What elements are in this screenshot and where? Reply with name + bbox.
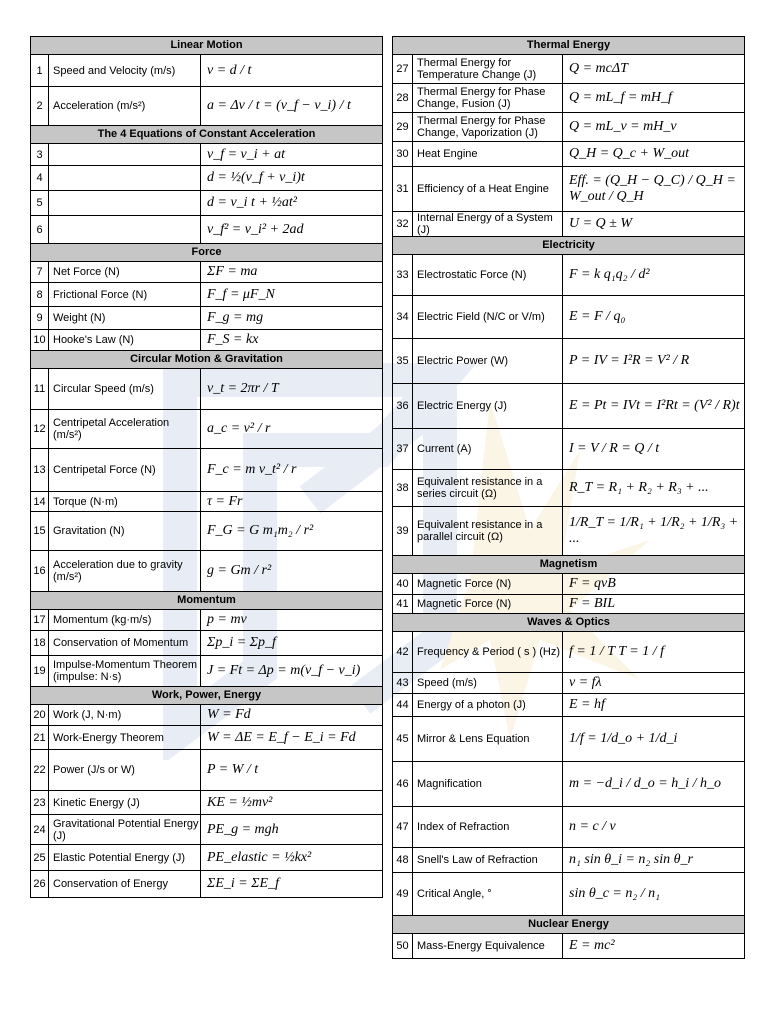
formula-name: Mass-Energy Equivalence [413,934,563,958]
formula-row [393,632,745,673]
formula-number: 6 [31,216,49,243]
formula-equation: W = ΔE = E_f − E_i = Fd [201,726,383,749]
formula-number: 46 [393,762,413,806]
formula-row [393,848,745,873]
formula-row [31,512,383,551]
formula-equation: E = Pt = IVt = I²Rt = (V² / R)t [563,384,745,428]
formula-row [393,673,745,694]
section-header: Thermal Energy [393,37,745,55]
formula-equation: v = d / t [201,55,383,86]
formula-number: 15 [31,512,49,550]
formula-equation: v_t = 2πr / T [201,369,383,409]
formula-equation: n₁ sin θ_i = n₂ sin θ_r [563,848,745,872]
formula-equation: f = 1 / T T = 1 / f [563,632,745,672]
formula-number: 50 [393,934,413,958]
formula-row [31,87,383,126]
formula-number: 34 [393,296,413,338]
formula-name: Thermal Energy for Phase Change, Fusion (J) [413,84,563,112]
formula-number: 43 [393,673,413,693]
formula-equation: P = W / t [201,750,383,790]
formula-equation: v_f = v_i + at [201,144,383,165]
formula-row [393,807,745,848]
section-header: Circular Motion & Gravitation [31,351,383,369]
formula-number: 13 [31,449,49,491]
formula-name: Thermal Energy for Temperature Change (J) [413,55,563,83]
formula-equation: F_f = μF_N [201,283,383,306]
formula-name: Snell's Law of Refraction [413,848,563,872]
formula-row [31,283,383,307]
formula-row [31,656,383,687]
formula-number: 14 [31,492,49,511]
formula-equation: Q_H = Q_c + W_out [563,142,745,166]
formula-number: 33 [393,255,413,295]
formula-number: 37 [393,429,413,469]
formula-name: Hooke's Law (N) [49,330,201,350]
right-column [392,36,745,959]
formula-name: Thermal Energy for Phase Change, Vaporization (J) [413,113,563,141]
formula-name: Efficiency of a Heat Engine [413,167,563,211]
formula-number: 21 [31,726,49,749]
section-header: Waves & Optics [393,614,745,632]
formula-name: Acceleration (m/s²) [49,87,201,125]
formula-row [393,470,745,507]
formula-row [31,307,383,330]
formula-row [393,934,745,959]
formula-equation: U = Q ± W [563,212,745,236]
formula-row [31,330,383,351]
formula-number: 25 [31,845,49,870]
section-header: Momentum [31,592,383,610]
formula-name: Acceleration due to gravity (m/s²) [49,551,201,591]
formula-name: Magnetic Force (N) [413,574,563,594]
formula-number: 24 [31,815,49,844]
formula-name: Frictional Force (N) [49,283,201,306]
formula-equation: F_G = G m₁m₂ / r² [201,512,383,550]
formula-number: 8 [31,283,49,306]
formula-row [31,551,383,592]
formula-equation: n = c / v [563,807,745,847]
formula-name: Current (A) [413,429,563,469]
formula-number: 39 [393,507,413,555]
formula-number: 38 [393,470,413,506]
formula-name: Equivalent resistance in a parallel circuit (Ω) [413,507,563,555]
formula-name: Momentum (kg·m/s) [49,610,201,630]
formula-row [393,255,745,296]
formula-name: Conservation of Momentum [49,631,201,655]
formula-equation: KE = ½mv² [201,791,383,814]
formula-row [31,631,383,656]
formula-row [31,845,383,871]
formula-row [31,449,383,492]
section-header: Work, Power, Energy [31,687,383,705]
section-header: Force [31,244,383,262]
formula-row [31,216,383,244]
formula-row [393,142,745,167]
section-header: The 4 Equations of Constant Acceleration [31,126,383,144]
formula-row [31,871,383,898]
formula-number: 20 [31,705,49,725]
formula-row [31,750,383,791]
formula-name: Equivalent resistance in a series circuit (Ω) [413,470,563,506]
formula-number: 2 [31,87,49,125]
formula-equation: F_g = mg [201,307,383,329]
formula-equation: F = k q₁q₂ / d² [563,255,745,295]
formula-row [31,55,383,87]
formula-number: 49 [393,873,413,915]
formula-equation: g = Gm / r² [201,551,383,591]
formula-equation: τ = Fr [201,492,383,511]
formula-equation: F = qvB [563,574,745,594]
formula-name [49,216,201,243]
formula-row [393,595,745,614]
formula-number: 31 [393,167,413,211]
formula-name: Magnification [413,762,563,806]
formula-name: Work-Energy Theorem [49,726,201,749]
formula-number: 45 [393,717,413,761]
formula-equation: PE_g = mgh [201,815,383,844]
formula-name: Speed and Velocity (m/s) [49,55,201,86]
formula-equation: F_S = kx [201,330,383,350]
formula-name: Weight (N) [49,307,201,329]
formula-row [31,791,383,815]
formula-name: Centripetal Force (N) [49,449,201,491]
formula-row [393,296,745,339]
formula-row [31,166,383,191]
formula-equation: F_c = m v_t² / r [201,449,383,491]
formula-number: 27 [393,55,413,83]
formula-name: Critical Angle, ° [413,873,563,915]
formula-equation: Q = mL_f = mH_f [563,84,745,112]
formula-equation: R_T = R₁ + R₂ + R₃ + ... [563,470,745,506]
formula-number: 18 [31,631,49,655]
formula-equation: 1/f = 1/d_o + 1/d_i [563,717,745,761]
formula-row [393,873,745,916]
formula-number: 26 [31,871,49,897]
formula-row [393,167,745,212]
formula-name: Index of Refraction [413,807,563,847]
formula-name: Magnetic Force (N) [413,595,563,613]
formula-number: 48 [393,848,413,872]
formula-name: Gravitational Potential Energy (J) [49,815,201,844]
formula-number: 40 [393,574,413,594]
formula-number: 41 [393,595,413,613]
formula-row [31,144,383,166]
formula-row [393,339,745,384]
formula-name: Torque (N·m) [49,492,201,511]
formula-row [393,84,745,113]
formula-name [49,144,201,165]
formula-number: 22 [31,750,49,790]
formula-row [393,507,745,556]
formula-row [31,492,383,512]
formula-name: Heat Engine [413,142,563,166]
formula-equation: d = ½(v_f + v_i)t [201,166,383,190]
formula-equation: v = fλ [563,673,745,693]
formula-equation: v_f² = v_i² + 2ad [201,216,383,243]
formula-name: Conservation of Energy [49,871,201,897]
formula-equation: ΣF = ma [201,262,383,282]
formula-number: 29 [393,113,413,141]
formula-row [393,717,745,762]
formula-number: 11 [31,369,49,409]
formula-row [393,212,745,237]
formula-equation: P = IV = I²R = V² / R [563,339,745,383]
formula-name: Elastic Potential Energy (J) [49,845,201,870]
formula-row [31,191,383,216]
formula-row [393,762,745,807]
formula-name: Work (J, N·m) [49,705,201,725]
formula-name: Gravitation (N) [49,512,201,550]
formula-equation: E = mc² [563,934,745,958]
formula-name: Electric Power (W) [413,339,563,383]
left-column [30,36,383,898]
formula-equation: 1/R_T = 1/R₁ + 1/R₂ + 1/R₃ + ... [563,507,745,555]
formula-equation: ΣE_i = ΣE_f [201,871,383,897]
formula-row [31,262,383,283]
formula-number: 30 [393,142,413,166]
formula-number: 3 [31,144,49,165]
formula-equation: Eff. = (Q_H − Q_C) / Q_H = W_out / Q_H [563,167,745,211]
formula-equation: E = hf [563,694,745,716]
formula-number: 32 [393,212,413,236]
formula-name: Energy of a photon (J) [413,694,563,716]
formula-name: Net Force (N) [49,262,201,282]
formula-equation: PE_elastic = ½kx² [201,845,383,870]
formula-equation: a = Δv / t = (v_f − v_i) / t [201,87,383,125]
formula-row [393,574,745,595]
formula-equation: m = −d_i / d_o = h_i / h_o [563,762,745,806]
formula-number: 28 [393,84,413,112]
formula-equation: d = v_i t + ½at² [201,191,383,215]
formula-number: 9 [31,307,49,329]
formula-name: Power (J/s or W) [49,750,201,790]
formula-row [393,55,745,84]
formula-number: 23 [31,791,49,814]
formula-name: Impulse-Momentum Theorem (impulse: N·s) [49,656,201,686]
formula-row [31,410,383,449]
formula-number: 42 [393,632,413,672]
formula-name: Mirror & Lens Equation [413,717,563,761]
formula-name: Circular Speed (m/s) [49,369,201,409]
formula-row [393,384,745,429]
formula-name: Centripetal Acceleration (m/s²) [49,410,201,448]
formula-row [31,815,383,845]
formula-equation: E = F / q₀ [563,296,745,338]
formula-name: Speed (m/s) [413,673,563,693]
formula-equation: W = Fd [201,705,383,725]
formula-row [31,705,383,726]
formula-equation: I = V / R = Q / t [563,429,745,469]
formula-number: 16 [31,551,49,591]
section-header: Linear Motion [31,37,383,55]
formula-name: Kinetic Energy (J) [49,791,201,814]
formula-number: 12 [31,410,49,448]
formula-equation: sin θ_c = n₂ / n₁ [563,873,745,915]
formula-number: 44 [393,694,413,716]
formula-name: Internal Energy of a System (J) [413,212,563,236]
formula-number: 4 [31,166,49,190]
formula-number: 10 [31,330,49,350]
formula-equation: a_c = v² / r [201,410,383,448]
formula-number: 17 [31,610,49,630]
formula-name [49,166,201,190]
section-header: Magnetism [393,556,745,574]
formula-row [393,694,745,717]
formula-equation: Σp_i = Σp_f [201,631,383,655]
formula-name: Frequency & Period ( s ) (Hz) [413,632,563,672]
formula-number: 1 [31,55,49,86]
formula-name: Electric Field (N/C or V/m) [413,296,563,338]
formula-number: 7 [31,262,49,282]
formula-equation: p = mv [201,610,383,630]
formula-equation: Q = mcΔT [563,55,745,83]
formula-equation: Q = mL_v = mH_v [563,113,745,141]
formula-name: Electrostatic Force (N) [413,255,563,295]
formula-row [31,369,383,410]
formula-name [49,191,201,215]
section-header: Nuclear Energy [393,916,745,934]
formula-name: Electric Energy (J) [413,384,563,428]
formula-row [31,726,383,750]
formula-equation: J = Ft = Δp = m(v_f − v_i) [201,656,383,686]
formula-row [393,113,745,142]
section-header: Electricity [393,237,745,255]
formula-number: 5 [31,191,49,215]
formula-number: 35 [393,339,413,383]
formula-number: 19 [31,656,49,686]
formula-number: 36 [393,384,413,428]
formula-row [31,610,383,631]
formula-row [393,429,745,470]
formula-equation: F = BIL [563,595,745,613]
formula-number: 47 [393,807,413,847]
